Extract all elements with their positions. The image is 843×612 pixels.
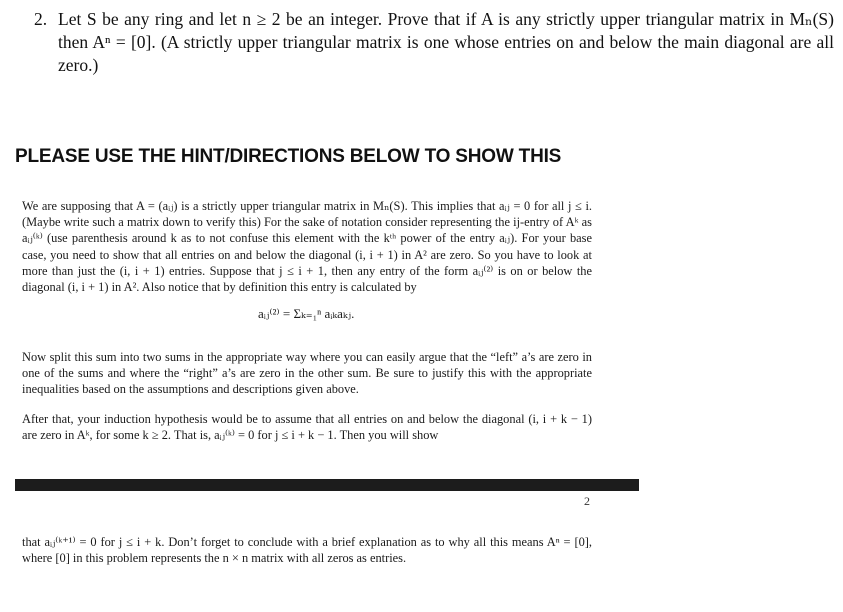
page-break-bar (15, 479, 639, 491)
problem-number: 2. (34, 9, 48, 29)
problem-text: Let S be any ring and let n ≥ 2 be an integer. Prove that if A is any strictly upper triangular matrix in Mₙ(S) then Aⁿ = [0]. (A strictly upper triangular matrix is one whose entries on and below the main diagonal are all zero.) (58, 9, 834, 75)
hint-paragraph-conclusion: that aᵢⱼ⁽ᵏ⁺¹⁾ = 0 for j ≤ i + k. Don’t forget to conclude with a brief explanation as to why all this means Aⁿ = [0], where [0] in this problem represents the n × n matrix with all zeros as entries. (22, 535, 592, 566)
page-number: 2 (584, 494, 590, 508)
problem-statement (34, 8, 834, 77)
hint-paragraph-base-case: We are supposing that A = (aᵢⱼ) is a strictly upper triangular matrix in Mₙ(S). This implies that aᵢⱼ = 0 for all j ≤ i. (Maybe write such a matrix down to verify this) For the sake of notation consider representing the ij-entry of Aᵏ as aᵢⱼ⁽ᵏ⁾ (use parenthesis around k as to not confuse this element with the kᵗʰ power of the entry aᵢⱼ). For your base case, you need to show that all entries on and below the diagonal (i, i + 1) in A² are zero. So you have to look at more than just the (i, i + 1) entries. Suppose that j ≤ i + 1, then any entry of the form aᵢⱼ⁽²⁾ is on or below the diagonal (i, i + 1) in A². Also notice that by definition this entry is calculated by (22, 199, 592, 295)
hint-paragraph-split-sum: Now split this sum into two sums in the appropriate way where you can easily argue that the “left” a’s are zero in one of the sums and where the “right” a’s are zero in the other sum. Be sure to justify this with the appropriate inequalities based on the assumptions and descriptions given above. (22, 350, 592, 397)
hint-banner: PLEASE USE THE HINT/DIRECTIONS BELOW TO SHOW THIS (15, 146, 562, 167)
hint-paragraph-induction: After that, your induction hypothesis would be to assume that all entries on and below the diagonal (i, i + k − 1) are zero in Aᵏ, for some k ≥ 2. That is, aᵢⱼ⁽ᵏ⁾ = 0 for j ≤ i + k − 1. Then you will show (22, 412, 592, 443)
sum-equation: aᵢⱼ⁽²⁾ = Σₖ₌₁ⁿ aᵢₖaₖⱼ. (258, 306, 355, 321)
